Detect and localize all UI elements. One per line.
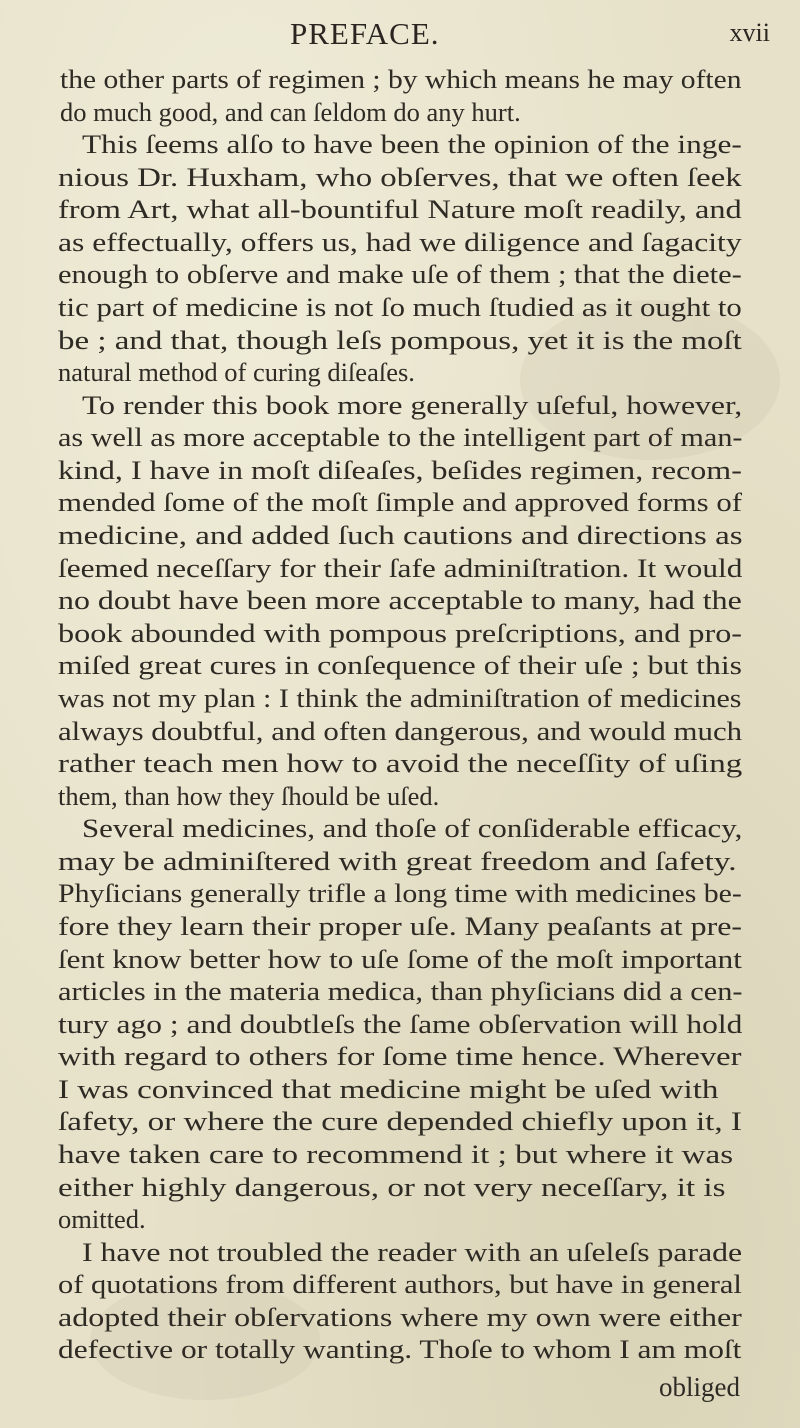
text-line: enough to obſerve and make uſe of them ; that the diete-: [58, 259, 742, 290]
text-line: tury ago ; and doubtleſs the ſame obſervation will hold: [58, 1008, 743, 1039]
text-line: articles in the materia medica, than phyſicians did a cen-: [58, 976, 743, 1007]
text-line: no doubt have been more acceptable to many, had the: [58, 585, 742, 616]
text-line: To render this book more generally uſeful, however,: [82, 389, 743, 420]
text-line: be ; and that, though leſs pompous, yet it is the moſt: [58, 324, 742, 355]
text-line: natural method of curing diſeaſes.: [58, 357, 415, 388]
text-line: ſafety, or where the cure depended chiefly upon it, I: [58, 1106, 742, 1137]
running-title: PREFACE.: [290, 16, 440, 51]
text-line: always doubtful, and often dangerous, and would much: [58, 715, 743, 746]
text-line: was not my plan : I think the adminiſtration of medicines: [58, 682, 742, 713]
text-line: adopted their obſervations where my own were either: [58, 1301, 742, 1332]
text-line: ſeemed neceſſary for their ſafe adminiſtration. It would: [58, 552, 743, 583]
text-line: tic part of medicine is not ſo much ſtudied as it ought to: [58, 292, 742, 323]
text-line: I was convinced that medicine might be uſed with: [58, 1073, 719, 1104]
text-line: from Art, what all-bountiful Nature moſt readily, and: [58, 194, 742, 225]
text-line: them, than how they ſhould be uſed.: [58, 780, 440, 811]
text-line: medicine, and added ſuch cautions and directions as: [58, 520, 743, 551]
text-line: miſed great cures in conſequence of their uſe ; but this: [58, 650, 743, 681]
text-line: may be adminiſtered with great freedom and ſafety.: [58, 845, 737, 876]
text-line: rather teach men how to avoid the neceſſity of uſing: [58, 748, 743, 779]
text-line: of quotations from different authors, but have in general: [58, 1269, 742, 1300]
text-line: as effectually, offers us, had we diligence and ſagacity: [58, 226, 742, 257]
text-line: with regard to others for ſome time hence. Wherever: [58, 1041, 742, 1072]
running-head: [0, 14, 800, 54]
text-line: Several medicines, and thoſe of conſiderable efficacy,: [82, 813, 743, 844]
catchword: obliged: [659, 1372, 740, 1402]
text-line: the other parts of regimen ; by which means he may often: [60, 64, 742, 94]
text-line: defective or totally wanting. Thoſe to whom I am moſt: [58, 1334, 742, 1365]
text-line: as well as more acceptable to the intelligent part of man-: [58, 422, 743, 453]
text-line: I have not troubled the reader with an uſeleſs parade: [82, 1236, 743, 1267]
text-line: Phyſicians generally trifle a long time with medicines be-: [58, 878, 742, 909]
text-line: kind, I have in moſt diſeaſes, beſides regimen, recom-: [58, 454, 742, 485]
text-line: mended ſome of the moſt ſimple and approved forms of: [58, 487, 743, 518]
text-line: fore they learn their proper uſe. Many peaſants at pre-: [58, 910, 743, 941]
text-line: either highly dangerous, or not very neceſſary, it is: [58, 1171, 726, 1202]
text-line: nious Dr. Huxham, who obſerves, that we often ſeek: [58, 161, 742, 192]
text-line: omitted.: [58, 1204, 146, 1235]
text-line: have taken care to recommend it ; but where it was: [58, 1138, 734, 1169]
page-number: xvii: [729, 18, 770, 47]
text-line: book abounded with pompous preſcriptions, and pro-: [58, 617, 743, 648]
text-line: This ſeems alſo to have been the opinion of the inge-: [82, 129, 742, 160]
text-line: do much good, and can ſeldom do any hurt.: [60, 96, 521, 127]
text-line: ſent know better how to uſe ſome of the moſt important: [58, 943, 742, 974]
